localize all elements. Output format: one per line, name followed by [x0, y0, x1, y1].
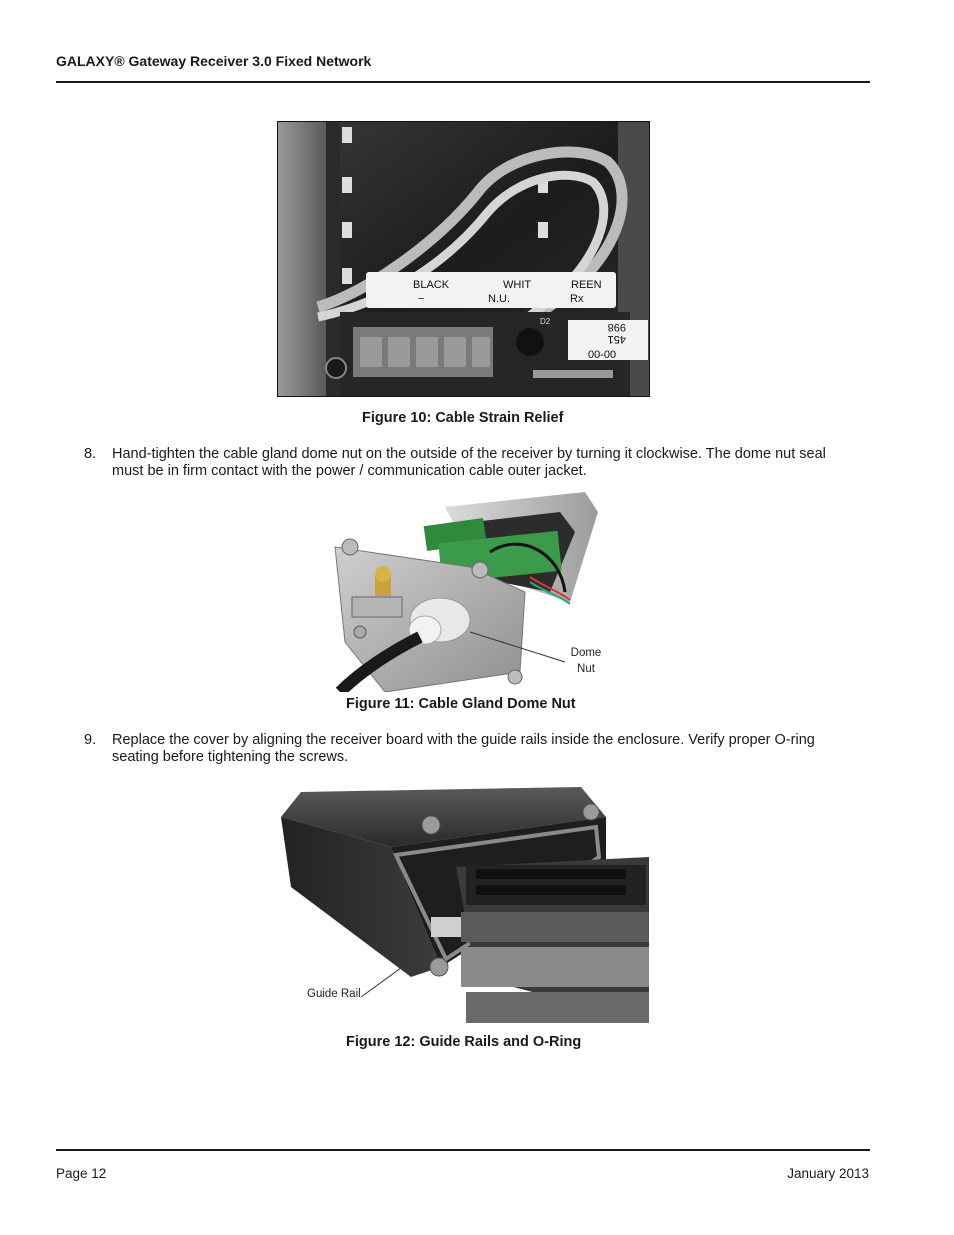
figure-11-photo [330, 492, 598, 692]
header-rule [56, 81, 870, 83]
label-451: 451 [607, 333, 626, 345]
label-nu: N.U. [488, 293, 510, 305]
label-rx: Rx [570, 293, 584, 305]
label-998: 998 [607, 321, 626, 333]
dome-nut-callout-line2: Nut [577, 663, 595, 675]
label-white: WHIT [503, 279, 532, 291]
figure-10-caption: Figure 10: Cable Strain Relief [362, 410, 564, 426]
label-green: REEN [571, 279, 602, 291]
figure-11-caption: Figure 11: Cable Gland Dome Nut [346, 696, 576, 712]
label-minus: − [418, 293, 425, 305]
step-9-text: Replace the cover by aligning the receiver board with the guide rails inside the enclosure. Verify proper O-ring seating before tightening the screws. [112, 732, 815, 765]
step-8-number: 8. [84, 446, 97, 462]
label-d2: D2 [540, 317, 551, 326]
label-00-00: 00-00 [588, 349, 617, 361]
dome-nut-callout [566, 645, 606, 677]
cable-strain-relief-photo [278, 122, 649, 396]
page-header-title: GALAXY® Gateway Receiver 3.0 Fixed Network [56, 53, 372, 69]
guide-rail-callout: Guide Rail [307, 988, 361, 1000]
figure-10-photo [277, 121, 650, 397]
step-9-number: 9. [84, 732, 97, 748]
figure-12-caption: Figure 12: Guide Rails and O-Ring [346, 1034, 582, 1050]
label-black: BLACK [413, 279, 450, 291]
step-8-text: Hand-tighten the cable gland dome nut on the outside of the receiver by turning it clockwise. The dome nut seal must be in firm contact with the power / communication cable outer jacket. [112, 446, 826, 479]
footer-date: January 2013 [787, 1166, 869, 1181]
footer-page-number: Page 12 [56, 1166, 107, 1181]
footer-rule [56, 1149, 870, 1151]
dome-nut-callout-line1: Dome [570, 647, 602, 659]
cable-gland-dome-nut-photo [330, 492, 598, 692]
